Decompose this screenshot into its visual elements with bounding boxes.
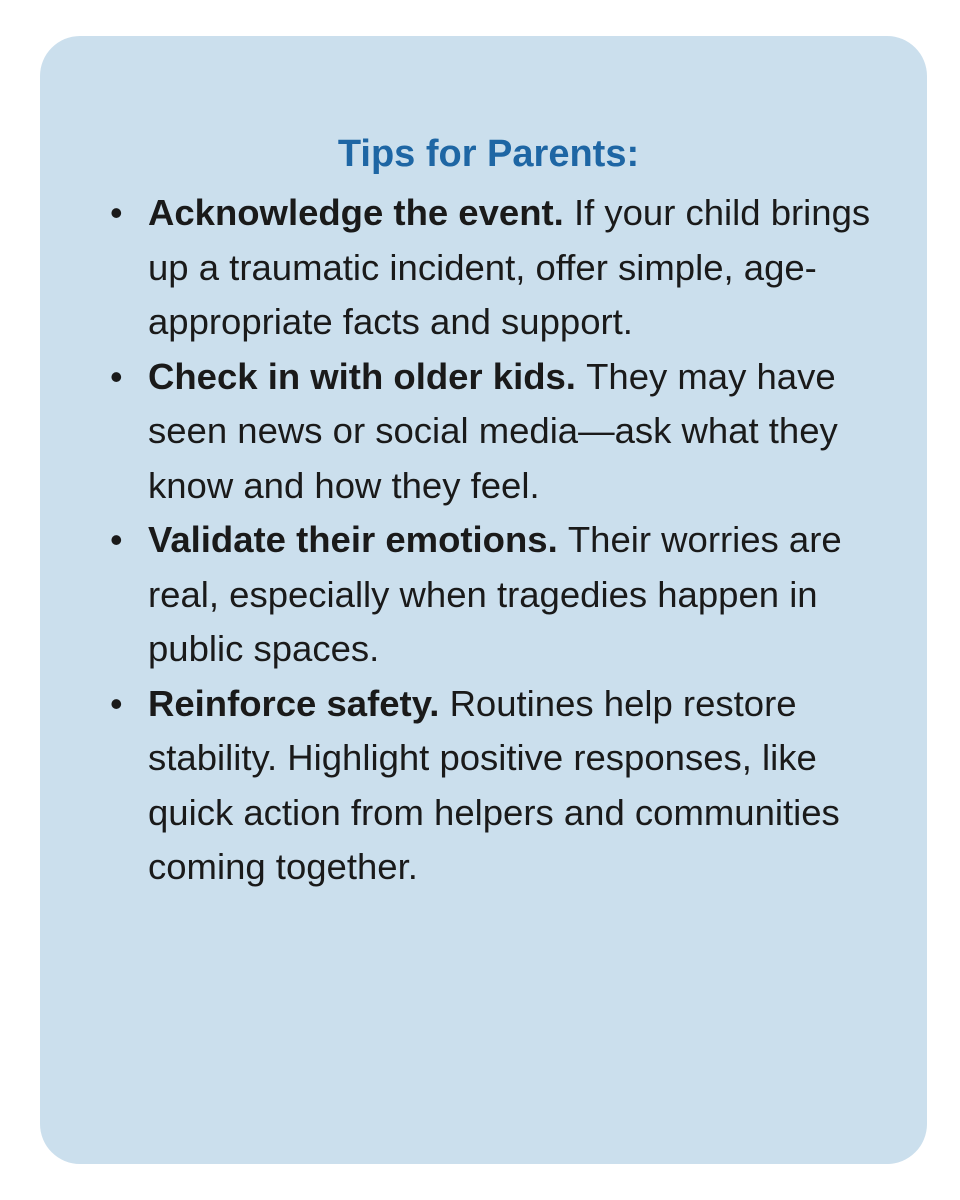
bullet-icon: • [110, 192, 123, 233]
tip-body: Their worries are real, especially when tragedies happen in public spaces. [148, 519, 842, 669]
tips-card [40, 36, 927, 1164]
card-title: Tips for Parents: [337, 133, 640, 175]
list-item [110, 677, 908, 895]
list-item [110, 350, 908, 514]
list-item [110, 513, 908, 677]
tips-list [110, 186, 908, 895]
tip-heading: Acknowledge the event. [148, 192, 574, 233]
list-item [110, 186, 908, 350]
bullet-icon: • [110, 682, 123, 724]
tip-heading: Validate their emotions. [148, 519, 568, 560]
tip-body: If your child brings up a traumatic incident, offer simple, age-appropriate facts and support. [148, 192, 871, 342]
tip-body: Routines help restore stability. Highlight positive responses, like quick action from helpers and communities coming together. [148, 682, 840, 887]
bullet-icon: • [110, 519, 123, 560]
bullet-icon: • [110, 355, 123, 397]
tip-heading: Reinforce safety. [148, 682, 450, 724]
tip-heading: Check in with older kids. [148, 355, 587, 397]
tip-body: They may have seen news or social media—ask what they know and how they feel. [148, 355, 838, 506]
